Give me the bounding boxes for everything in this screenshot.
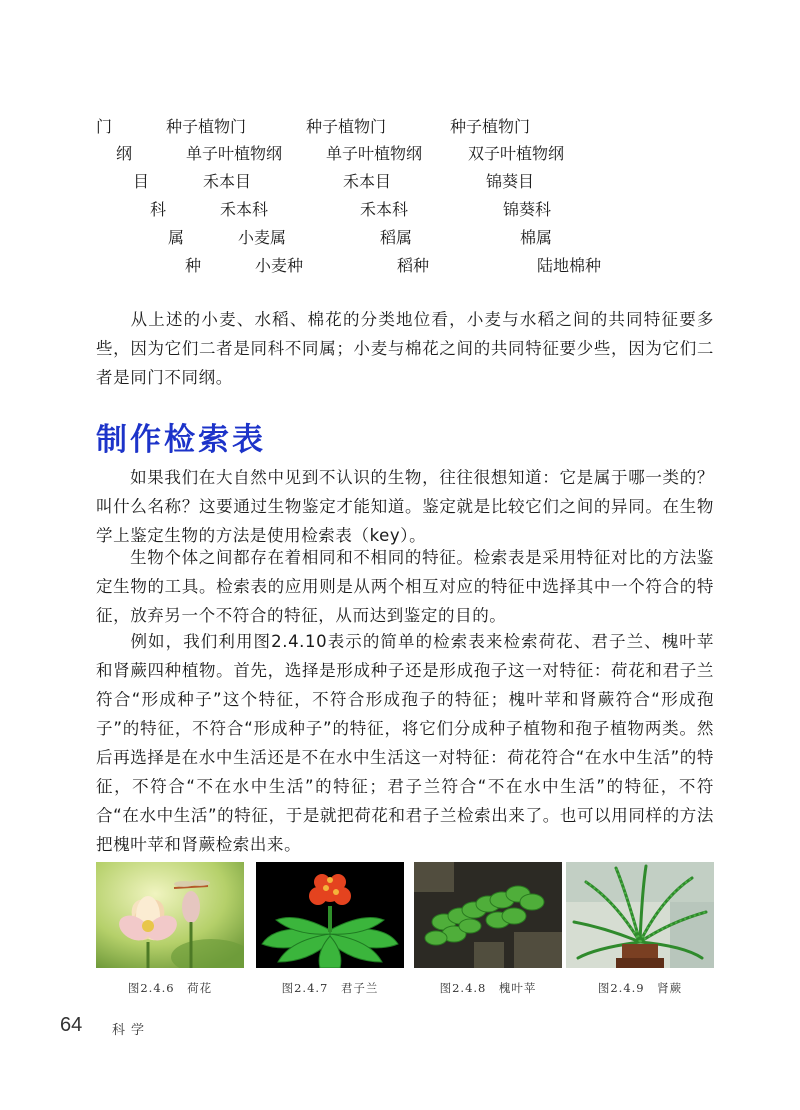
wheat-taxon: 单子叶植物纲	[186, 144, 283, 163]
rank-label: 纲	[116, 144, 133, 163]
rank-label: 门	[96, 117, 113, 136]
classification-row	[0, 171, 800, 193]
paragraph-key-definition	[96, 543, 714, 630]
cotton-taxon: 棉属	[520, 228, 553, 247]
cotton-taxon: 种子植物门	[450, 117, 531, 136]
rank-label: 属	[168, 228, 185, 247]
cotton-taxon: 锦葵目	[486, 172, 535, 191]
page-number: 64	[60, 1014, 83, 1036]
paragraph-text: 如果我们在大自然中见到不认识的生物，往往很想知道：它是属于哪一类的？叫什么名称？这要通过生物鉴定才能知道。鉴定就是比较它们之间的异同。在生物学上鉴定生物的方法是使用检索表（key）。	[96, 468, 714, 545]
wheat-taxon: 禾本科	[220, 200, 269, 219]
wheat-taxon: 禾本目	[203, 172, 252, 191]
wheat-taxon: 种子植物门	[166, 117, 247, 136]
figure-caption: 图2.4.7 君子兰	[281, 981, 379, 995]
rank-label: 科	[150, 200, 167, 219]
classification-row	[0, 116, 800, 138]
figure-caption: 图2.4.6 荷花	[127, 981, 213, 995]
figure-salvinia	[414, 862, 562, 995]
figure-caption: 图2.4.9 肾蕨	[597, 981, 683, 995]
rice-taxon: 稻种	[397, 256, 430, 275]
figure-fern	[566, 862, 714, 995]
paragraph-classification-comparison	[96, 305, 714, 392]
subject-label: 科学	[112, 1023, 151, 1038]
classification-row	[0, 143, 800, 165]
clivia-photo	[256, 862, 404, 968]
classification-row	[0, 227, 800, 249]
rice-taxon: 禾本目	[343, 172, 392, 191]
paragraph-identification-intro	[96, 463, 714, 550]
paragraph-text: 从上述的小麦、水稻、棉花的分类地位看，小麦与水稻之间的共同特征要多些，因为它们二者是同科不同属；小麦与棉花之间的共同特征要少些，因为它们二者是同门不同纲。	[96, 310, 714, 387]
rice-taxon: 禾本科	[360, 200, 409, 219]
figure-clivia	[256, 862, 404, 995]
classification-row	[0, 255, 800, 277]
cotton-taxon: 陆地棉种	[537, 256, 602, 275]
salvinia-photo	[414, 862, 562, 968]
paragraph-text: 生物个体之间都存在着相同和不相同的特征。检索表是采用特征对比的方法鉴定生物的工具。检索表的应用则是从两个相互对应的特征中选择其中一个符合的特征，放弃另一个不符合的特征，从而达到鉴定的目的。	[96, 548, 714, 625]
section-title: 制作检索表	[96, 422, 266, 458]
paragraph-key-example	[96, 627, 714, 859]
cotton-taxon: 双子叶植物纲	[468, 144, 565, 163]
cotton-taxon: 锦葵科	[503, 200, 552, 219]
figure-caption: 图2.4.8 槐叶苹	[439, 981, 537, 995]
lotus-photo	[96, 862, 244, 968]
figure-lotus	[96, 862, 244, 995]
classification-row	[0, 199, 800, 221]
rank-label: 种	[185, 256, 202, 275]
rice-taxon: 单子叶植物纲	[326, 144, 423, 163]
wheat-taxon: 小麦种	[255, 256, 304, 275]
rice-taxon: 稻属	[380, 228, 413, 247]
fern-photo	[566, 862, 714, 968]
rice-taxon: 种子植物门	[306, 117, 387, 136]
rank-label: 目	[133, 172, 150, 191]
paragraph-text: 例如，我们利用图2.4.10表示的简单的检索表来检索荷花、君子兰、槐叶苹和肾蕨四种植物。首先，选择是形成种子还是形成孢子这一对特征：荷花和君子兰符合“形成种子”这个特征，不符合形成孢子的特征；槐叶苹和肾蕨符合“形成孢子”的特征，不符合“形成种子”的特征，将它们分成种子植物和孢子植物两类。然后再选择是在水中生活还是不在水中生活这一对特征：荷花符合“在水中生活”的特征，不符合“不在水中生活”的特征；君子兰符合“不在水中生活”的特征，不符合“在水中生活”的特征，于是就把荷花和君子兰检索出来了。也可以用同样的方法把槐叶苹和肾蕨检索出来。	[96, 632, 714, 854]
wheat-taxon: 小麦属	[238, 228, 287, 247]
